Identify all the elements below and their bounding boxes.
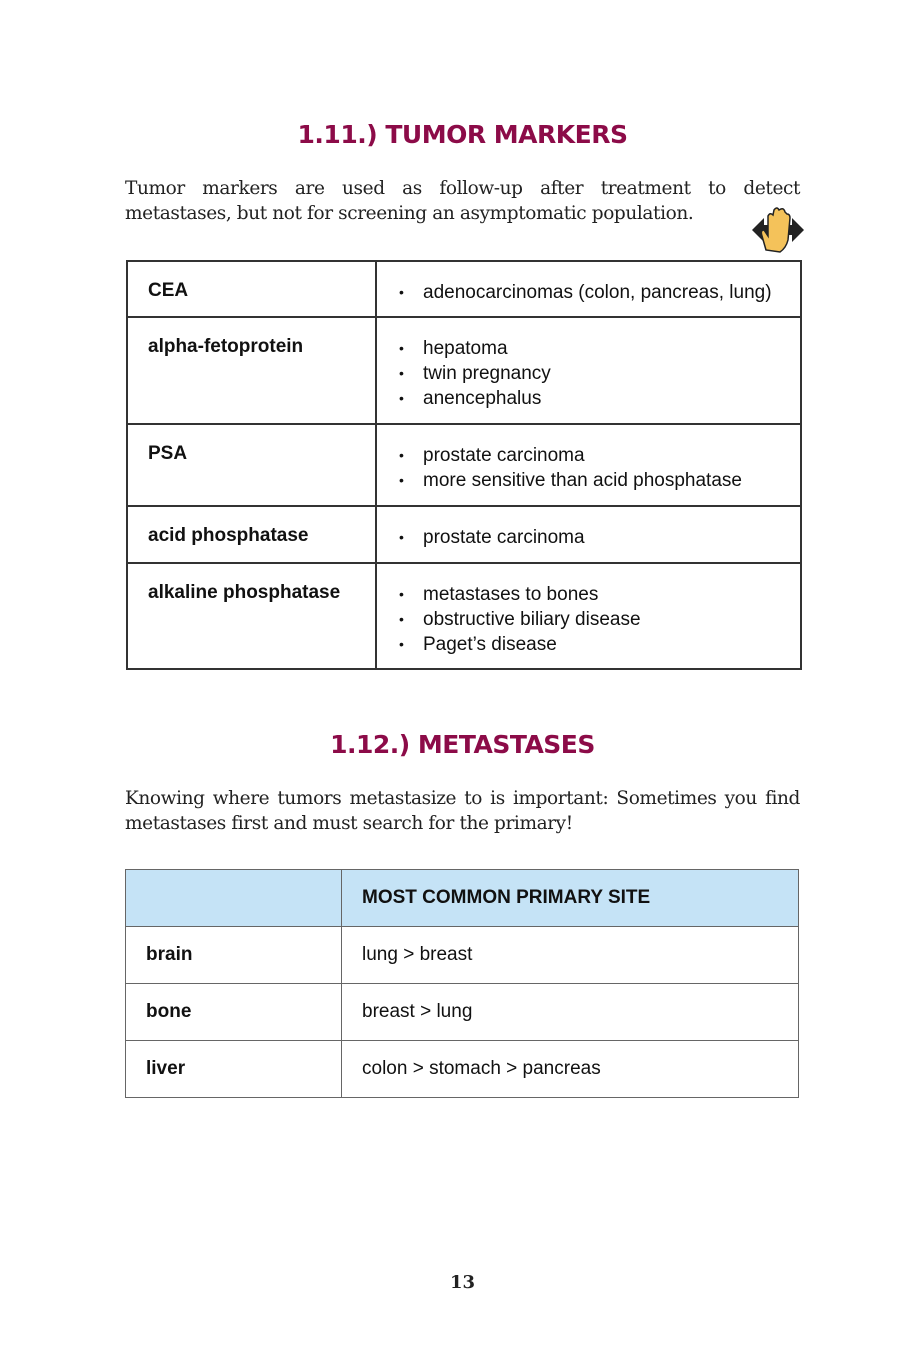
indication-cell — [376, 261, 801, 317]
intro-metastases: Knowing where tumors metastasize to is important: Sometimes you find metastases first and must search for the primary! — [125, 788, 800, 834]
indication-list — [397, 582, 780, 657]
header-cell: MOST COMMON PRIMARY SITE — [342, 870, 799, 927]
table-row — [126, 927, 799, 984]
indication-cell — [376, 506, 801, 563]
list-item: • anencephalus — [423, 386, 780, 411]
hand-with-arrows-icon — [750, 206, 806, 254]
list-item: • prostate carcinoma — [423, 443, 780, 468]
list-item: • adenocarcinomas (colon, pancreas, lung) — [423, 280, 780, 305]
marker-cell: PSA — [127, 424, 376, 506]
indication-cell — [376, 563, 801, 669]
indication-list — [397, 336, 780, 411]
metastases-table — [125, 869, 799, 1098]
table-header-row — [126, 870, 799, 927]
site-cell: liver — [126, 1041, 342, 1098]
primary-cell: breast > lung — [342, 984, 799, 1041]
list-item: • prostate carcinoma — [423, 525, 780, 550]
marker-cell: alkaline phosphatase — [127, 563, 376, 669]
site-cell: bone — [126, 984, 342, 1041]
list-item: • more sensitive than acid phosphatase — [423, 468, 780, 493]
marker-cell: acid phosphatase — [127, 506, 376, 563]
list-item: • obstructive biliary disease — [423, 607, 780, 632]
intro-tumor-markers: Tumor markers are used as follow-up after treatment to detect metastases, but not for screening an asymptomatic population. — [125, 178, 800, 224]
table-row — [127, 317, 801, 424]
indication-list — [397, 280, 780, 305]
table-row — [127, 506, 801, 563]
header-cell — [126, 870, 342, 927]
primary-cell: colon > stomach > pancreas — [342, 1041, 799, 1098]
indication-list — [397, 525, 780, 550]
section-title-tumor-markers: 1.11.) TUMOR MARKERS — [297, 120, 628, 149]
marker-cell: CEA — [127, 261, 376, 317]
table-row — [127, 424, 801, 506]
page-number: 13 — [449, 1272, 476, 1293]
tumor-markers-table — [126, 260, 802, 670]
table-row — [127, 563, 801, 669]
table-row — [126, 984, 799, 1041]
indication-cell — [376, 317, 801, 424]
list-item: • metastases to bones — [423, 582, 780, 607]
site-cell: brain — [126, 927, 342, 984]
list-item: • hepatoma — [423, 336, 780, 361]
table-row — [126, 1041, 799, 1098]
section-title-metastases: 1.12.) METASTASES — [330, 730, 595, 759]
indication-list — [397, 443, 780, 493]
indication-cell — [376, 424, 801, 506]
primary-cell: lung > breast — [342, 927, 799, 984]
marker-cell: alpha-fetoprotein — [127, 317, 376, 424]
list-item: • Paget’s disease — [423, 632, 780, 657]
table-row — [127, 261, 801, 317]
list-item: • twin pregnancy — [423, 361, 780, 386]
